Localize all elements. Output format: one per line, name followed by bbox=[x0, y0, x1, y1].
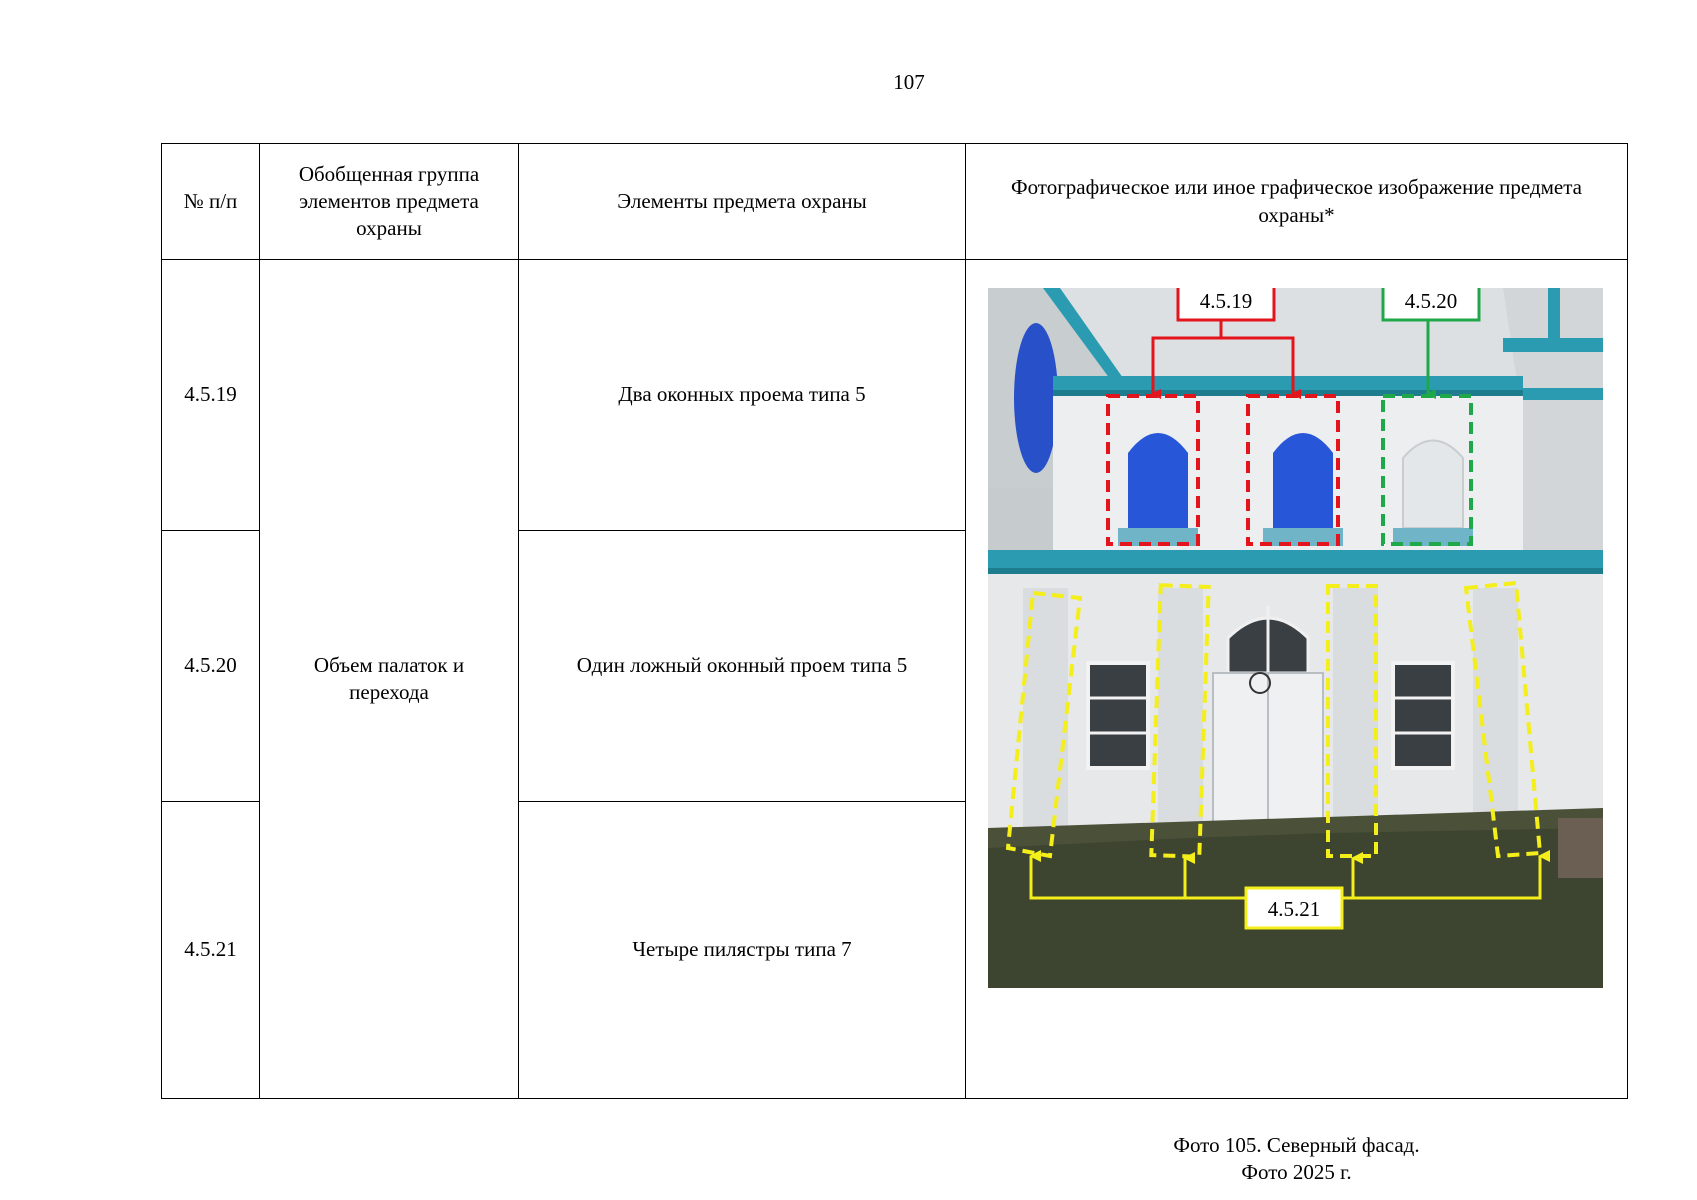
label-4-5-20-text: 4.5.20 bbox=[1404, 289, 1458, 313]
photo-cell bbox=[966, 260, 1628, 1185]
label-4-5-21-text: 4.5.21 bbox=[1267, 897, 1321, 921]
upper-window-left bbox=[1128, 433, 1188, 528]
left-blue-window bbox=[1014, 323, 1058, 473]
header-number: № п/п bbox=[162, 144, 260, 260]
label-4-5-19-text: 4.5.19 bbox=[1199, 289, 1253, 313]
caption-line-2: Фото 2025 г. bbox=[1241, 1160, 1352, 1185]
row-number: 4.5.20 bbox=[162, 531, 260, 802]
false-window bbox=[1403, 441, 1463, 529]
protection-table bbox=[161, 143, 1628, 1185]
label-4-5-21 bbox=[1246, 888, 1342, 928]
label-4-5-19 bbox=[1178, 288, 1274, 320]
row-element: Один ложный оконный проем типа 5 bbox=[519, 531, 966, 802]
upper-window-right bbox=[1273, 433, 1333, 528]
photo-caption bbox=[966, 1132, 1627, 1187]
lower-window-left bbox=[1088, 663, 1148, 768]
facade-photo bbox=[988, 288, 1603, 988]
caption-line-1: Фото 105. Северный фасад. bbox=[1173, 1133, 1420, 1157]
label-4-5-20 bbox=[1383, 288, 1479, 320]
group-cell: Объем палаток и перехода bbox=[260, 260, 519, 1099]
row-element: Четыре пилястры типа 7 bbox=[519, 802, 966, 1099]
middle-cornice bbox=[988, 550, 1603, 568]
header-image: Фотографическое или иное графическое изображение предмета охраны* bbox=[966, 144, 1628, 260]
lower-window-right bbox=[1393, 663, 1453, 768]
table-row bbox=[162, 260, 1628, 531]
annotated-facade-drawing bbox=[988, 288, 1603, 988]
row-element: Два оконных проема типа 5 bbox=[519, 260, 966, 531]
row-number: 4.5.19 bbox=[162, 260, 260, 531]
upper-cornice bbox=[1053, 376, 1523, 390]
header-elements: Элементы предмета охраны bbox=[519, 144, 966, 260]
table-header-row bbox=[162, 144, 1628, 260]
row-number: 4.5.21 bbox=[162, 802, 260, 1099]
header-group: Обобщенная группа элементов предмета охраны bbox=[260, 144, 519, 260]
page-number: 107 bbox=[893, 70, 925, 94]
